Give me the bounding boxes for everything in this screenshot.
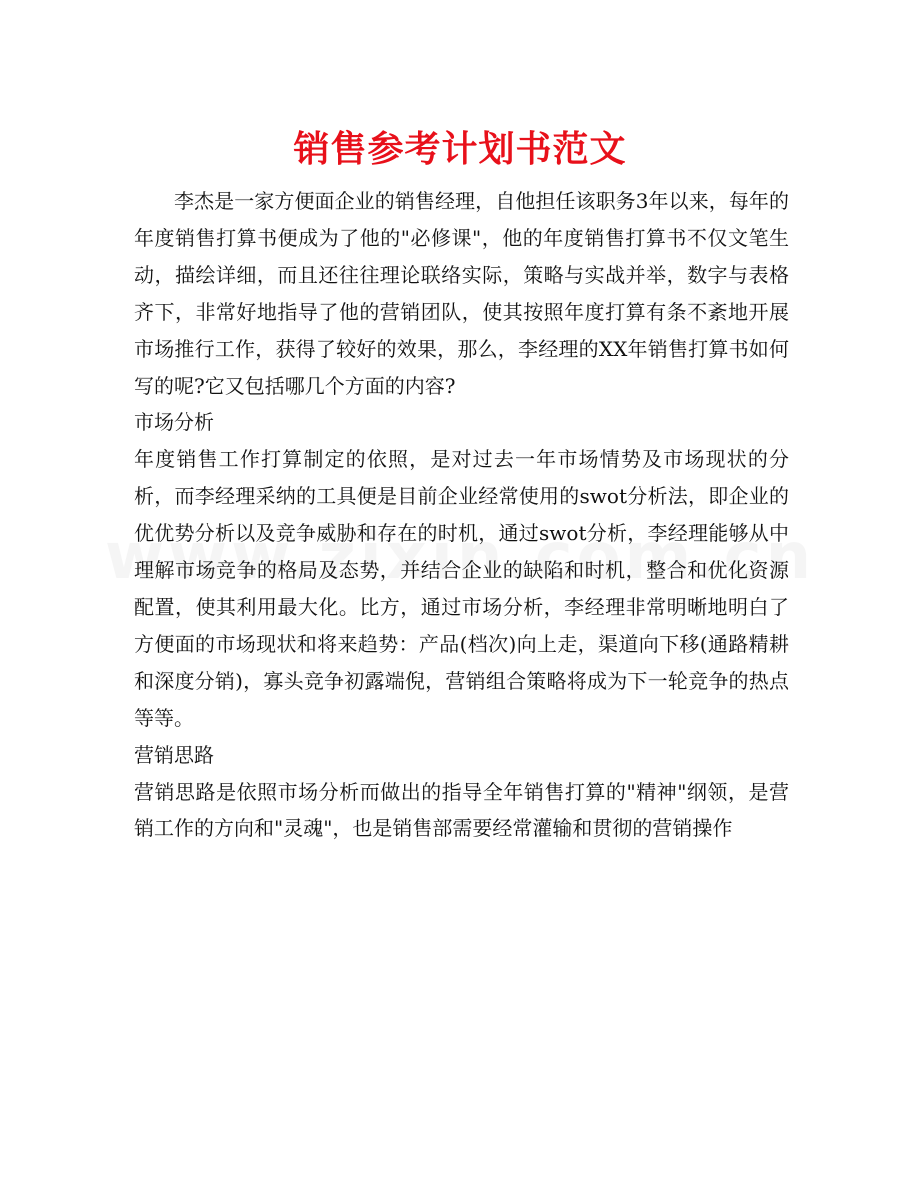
document-title: 销售参考计划书范文 — [293, 129, 627, 170]
paragraph-market-analysis: 年度销售工作打算制定的依照，是对过去一年市场情势及市场现状的分析，而李经理采纳的工具便是目前企业经常使用的swot分析法，即企业的优优势分析以及竞争威胁和存在的时机，通过swot分析，李经理能够从中理解市场竞争的格局及态势，并结合企业的缺陷和时机，整合和优化资源配置，使其利用最大化。比方，通过市场分析，李经理非常明晰地明白了方便面的市场现状和将来趋势：产品(档次)向上走，渠道向下移(通路精耕和深度分销)，寡头竞争初露端倪，营销组合策略将成为下一轮竞争的热点等等。 — [134, 447, 789, 730]
section-heading-marketing-approach: 营销思路 — [134, 742, 214, 767]
section-heading-market-analysis: 市场分析 — [134, 410, 214, 435]
paragraph-marketing-approach: 营销思路是依照市场分析而做出的指导全年销售打算的"精神"纲领，是营销工作的方向和"灵魂"，也是销售部需要经常灌输和贯彻的营销操作 — [134, 779, 789, 841]
paragraph-intro: 李杰是一家方便面企业的销售经理，自他担任该职务3年以来，每年的年度销售打算书便成为了他的"必修课"，他的年度销售打算书不仅文笔生动，描绘详细，而且还往往理论联络实际，策略与实战并举，数字与表格齐下，非常好地指导了他的营销团队，使其按照年度打算有条不紊地开展市场推行工作，获得了较好的效果，那么，李经理的XX年销售打算书如何写的呢?它又包括哪几个方面的内容? — [134, 189, 789, 398]
document-body — [134, 183, 789, 847]
